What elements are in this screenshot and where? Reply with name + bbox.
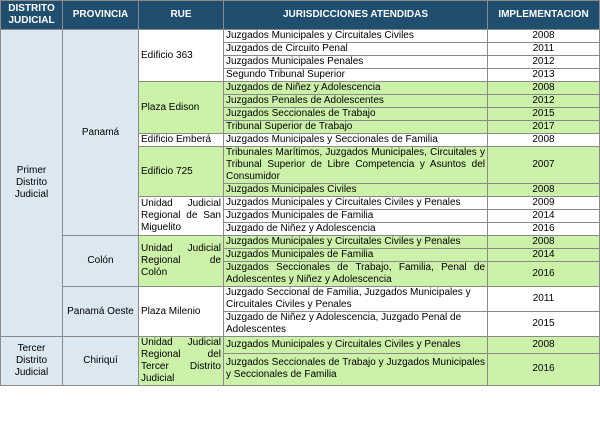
table-row xyxy=(1,236,600,249)
header-distrito: DISTRITO JUDICIAL xyxy=(1,1,63,30)
rue-cell: Plaza Edison xyxy=(139,82,224,134)
year-cell: 2008 xyxy=(488,184,600,197)
year-cell: 2007 xyxy=(488,147,600,184)
header-provincia: PROVINCIA xyxy=(63,1,139,30)
jurisdiccion-cell: Juzgados Municipales y Seccionales de Familia xyxy=(224,134,488,147)
year-cell: 2008 xyxy=(488,236,600,249)
distrito-cell: Primer Distrito Judicial xyxy=(1,30,63,337)
jurisdiccion-cell: Juzgados Seccionales de Trabajo, Familia, Penal de Adolescentes y Niñez y Adolescencia xyxy=(224,262,488,287)
jurisdiccion-cell: Juzgados Municipales y Circuitales Civiles y Penales xyxy=(224,236,488,249)
rue-cell: Unidad Judicial Regional de Colón xyxy=(139,236,224,287)
jurisdiccion-cell: Juzgados Municipales de Familia xyxy=(224,210,488,223)
jurisdiccion-cell: Juzgados Seccionales de Trabajo xyxy=(224,108,488,121)
table-row xyxy=(1,30,600,43)
jurisdiccion-cell: Juzgados Municipales y Circuitales Civiles y Penales xyxy=(224,197,488,210)
jurisdiccion-cell: Juzgados Municipales y Circuitales Civiles y Penales xyxy=(224,337,488,354)
rue-cell: Unidad Judicial Regional de San Miguelito xyxy=(139,197,224,236)
jurisdiccion-cell: Juzgados Penales de Adolescentes xyxy=(224,95,488,108)
year-cell: 2008 xyxy=(488,82,600,95)
rue-cell: Edificio Emberá xyxy=(139,134,224,147)
jurisdiccion-cell: Juzgados Municipales Civiles xyxy=(224,184,488,197)
rue-cell: Plaza Milenio xyxy=(139,287,224,337)
year-cell: 2017 xyxy=(488,121,600,134)
year-cell: 2016 xyxy=(488,353,600,385)
rue-cell: Unidad Judicial Regional del Tercer Distrito Judicial xyxy=(139,337,224,386)
header-rue: RUE xyxy=(139,1,224,30)
year-cell: 2014 xyxy=(488,210,600,223)
header-row xyxy=(1,1,600,30)
year-cell: 2016 xyxy=(488,262,600,287)
year-cell: 2013 xyxy=(488,69,600,82)
provincia-cell: Colón xyxy=(63,236,139,287)
jurisdiccion-cell: Juzgados de Niñez y Adolescencia xyxy=(224,82,488,95)
table-row xyxy=(1,287,600,312)
year-cell: 2016 xyxy=(488,223,600,236)
year-cell: 2011 xyxy=(488,287,600,312)
jurisdiccion-cell: Juzgado Seccional de Familia, Juzgados Municipales y Circuitales Civiles y Penales xyxy=(224,287,488,312)
year-cell: 2015 xyxy=(488,108,600,121)
jurisdiccion-cell: Juzgado de Niñez y Adolescencia xyxy=(224,223,488,236)
provincia-cell: Panamá xyxy=(63,30,139,236)
jurisdiccion-cell: Tribunal Superior de Trabajo xyxy=(224,121,488,134)
jurisdiccion-cell: Segundo Tribunal Superior xyxy=(224,69,488,82)
rue-cell: Edificio 363 xyxy=(139,30,224,82)
rue-cell: Edificio 725 xyxy=(139,147,224,197)
table-row xyxy=(1,337,600,354)
year-cell: 2008 xyxy=(488,134,600,147)
jurisdiccion-cell: Juzgados Municipales y Circuitales Civiles xyxy=(224,30,488,43)
jurisdiccion-cell: Juzgados Seccionales de Trabajo y Juzgados Municipales y Seccionales de Familia xyxy=(224,353,488,385)
year-cell: 2009 xyxy=(488,197,600,210)
jurisdiccion-cell: Juzgados Municipales Penales xyxy=(224,56,488,69)
jurisdiccion-cell: Juzgado de Niñez y Adolescencia, Juzgado Penal de Adolescentes xyxy=(224,312,488,337)
distrito-cell: Tercer Distrito Judicial xyxy=(1,337,63,386)
header-implementacion: IMPLEMENTACION xyxy=(488,1,600,30)
year-cell: 2014 xyxy=(488,249,600,262)
year-cell: 2008 xyxy=(488,337,600,354)
provincia-cell: Panamá Oeste xyxy=(63,287,139,337)
jurisdiccion-cell: Juzgados Municipales de Familia xyxy=(224,249,488,262)
header-jurisdicciones: JURISDICCIONES ATENDIDAS xyxy=(224,1,488,30)
year-cell: 2008 xyxy=(488,30,600,43)
year-cell: 2012 xyxy=(488,95,600,108)
jurisdiccion-cell: Juzgados de Circuito Penal xyxy=(224,43,488,56)
jurisdiccion-cell: Tribunales Marítimos, Juzgados Municipales, Circuitales y Tribunal Superior de Libre Competencia y Asuntos del Consumidor xyxy=(224,147,488,184)
year-cell: 2015 xyxy=(488,312,600,337)
year-cell: 2011 xyxy=(488,43,600,56)
provincia-cell: Chiriquí xyxy=(63,337,139,386)
year-cell: 2012 xyxy=(488,56,600,69)
